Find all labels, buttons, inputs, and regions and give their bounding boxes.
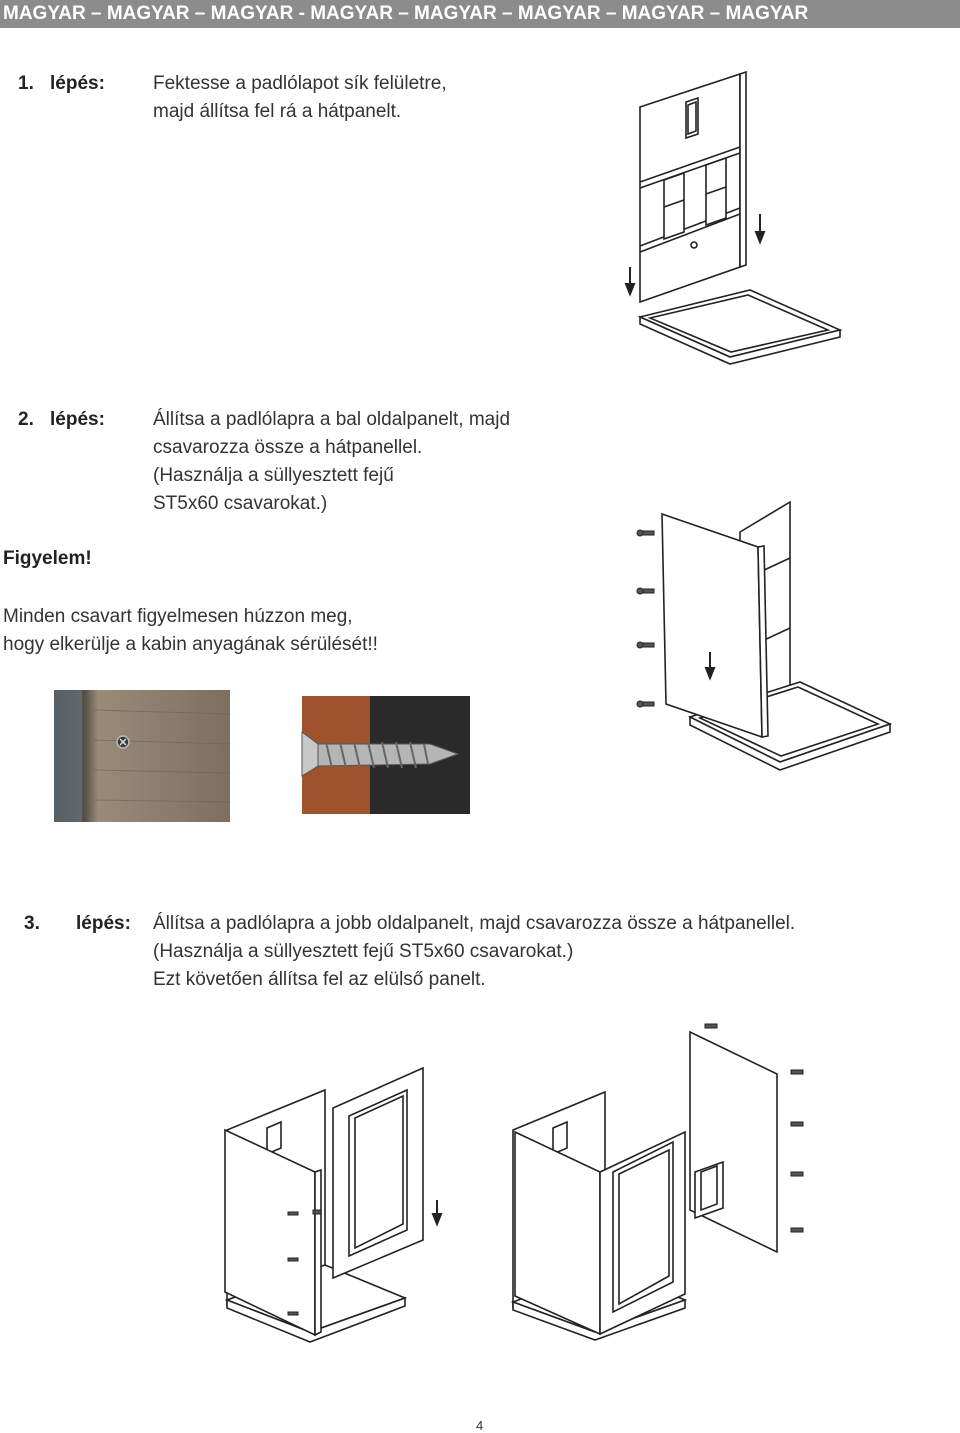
warning-line: hogy elkerülje a kabin anyagának sérülését!! xyxy=(3,634,378,655)
step-1-text xyxy=(153,70,447,126)
step-3-line: Ezt követően állítsa fel az elülső panelt. xyxy=(153,969,486,990)
step-2-line: Állítsa a padlólapra a bal oldalpanelt, majd xyxy=(153,409,511,430)
step-2-label: lépés: xyxy=(50,409,105,430)
step-2-number: 2. xyxy=(18,409,34,430)
step-1-number: 1. xyxy=(18,73,34,94)
step-2-illustration xyxy=(630,492,900,782)
step-3-label: lépés: xyxy=(76,913,131,934)
warning-text xyxy=(3,603,378,659)
header-text: MAGYAR – MAGYAR – MAGYAR - MAGYAR – MAGYAR – MAGYAR – MAGYAR – MAGYAR xyxy=(3,3,809,24)
step-3-line: Állítsa a padlólapra a jobb oldalpanelt, majd csavarozza össze a hátpanellel. xyxy=(153,913,796,934)
step-2-text xyxy=(153,406,510,518)
step-1-illustration xyxy=(600,62,860,372)
step-3a-illustration xyxy=(215,1060,455,1345)
step-3b-illustration xyxy=(505,1022,825,1342)
screw-diagram-photo xyxy=(300,694,472,816)
step-2-line: ST5x60 csavarokat.) xyxy=(153,493,328,514)
step-2-line: (Használja a süllyesztett fejű xyxy=(153,465,394,486)
step-2-line: csavarozza össze a hátpanellel. xyxy=(153,437,423,458)
left-side-panel xyxy=(662,514,762,737)
language-header-bar xyxy=(0,0,960,28)
step-3-number: 3. xyxy=(24,913,40,934)
warning-line: Minden csavart figyelmesen húzzon meg, xyxy=(3,606,353,627)
page-number: 4 xyxy=(476,1418,484,1433)
right-side-panel xyxy=(690,1032,777,1252)
step-3-text xyxy=(153,910,795,994)
warning-title: Figyelem! xyxy=(3,548,92,569)
screw-in-wood-photo xyxy=(54,690,230,822)
step-1-line: Fektesse a padlólapot sík felületre, xyxy=(153,73,447,94)
screws xyxy=(637,530,654,707)
step-3-line: (Használja a süllyesztett fejű ST5x60 csavarokat.) xyxy=(153,941,574,962)
step-1-label: lépés: xyxy=(50,73,105,94)
step-1-line: majd állítsa fel rá a hátpanelt. xyxy=(153,101,402,122)
